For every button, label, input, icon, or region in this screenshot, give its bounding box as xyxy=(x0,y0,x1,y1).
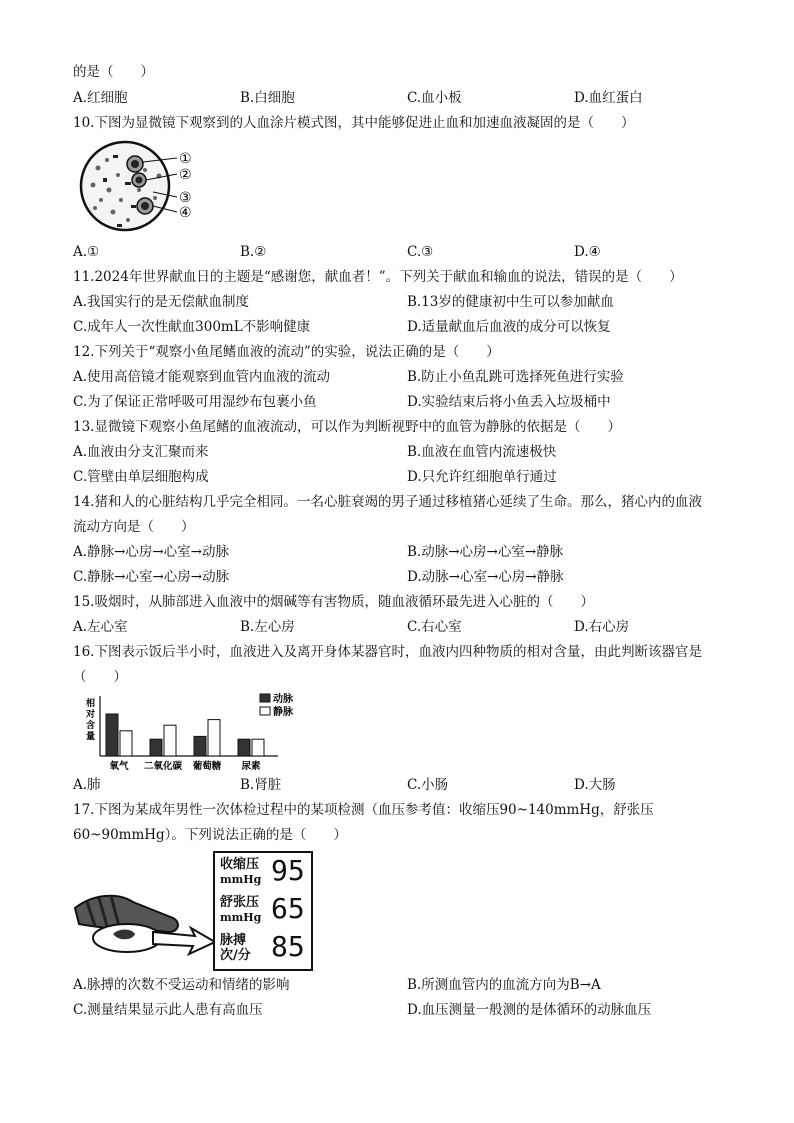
q15-option-b: B.左心房 xyxy=(240,619,295,635)
q16-option-d: D.大肠 xyxy=(574,777,616,793)
legend-swatch-vein xyxy=(260,707,270,715)
diastolic-label: 舒张压 xyxy=(220,895,260,910)
q11-option-b: B.13岁的健康初中生可以参加献血 xyxy=(407,294,614,310)
q13-option-a: A.血液由分支汇聚而来 xyxy=(73,444,209,460)
q10-option-a: A.① xyxy=(73,244,100,260)
bar-artery-3 xyxy=(238,739,250,756)
pulse-label: 脉搏 xyxy=(220,933,247,948)
q12-option-c: C.为了保证正常呼吸可用湿纱布包裹小鱼 xyxy=(73,394,317,410)
legend-swatch-artery xyxy=(260,694,270,702)
diastolic-value: 65 xyxy=(271,892,305,925)
q9-stem-tail: 的是（ ） xyxy=(73,64,154,80)
q11-option-d: D.适量献血后血液的成分可以恢复 xyxy=(407,319,611,335)
bar-artery-0 xyxy=(106,714,118,756)
figure-label-3: ③ xyxy=(179,190,192,206)
q14-option-d: D.动脉→心室→心房→静脉 xyxy=(407,569,564,585)
q12-stem: 12.下列关于“观察小鱼尾鳍血液的流动”的实验，说法正确的是（ ） xyxy=(73,344,500,360)
diastolic-unit: mmHg xyxy=(220,911,262,924)
q13-stem: 13.显微镜下观察小鱼尾鳍的血液流动，可以作为判断视野中的血管为静脉的依据是（ ） xyxy=(73,419,621,435)
systolic-value: 95 xyxy=(271,854,305,887)
chart-ylabel: 相对含量 xyxy=(86,699,96,742)
q16-option-a: A.肺 xyxy=(73,777,101,793)
figure-label-1: ① xyxy=(179,151,192,167)
x-tick-label-1: 二氧化碳 xyxy=(143,761,183,772)
q10-option-d: D.④ xyxy=(574,244,601,260)
x-tick-label-2: 葡萄糖 xyxy=(192,761,222,772)
q9-option-a: A.红细胞 xyxy=(73,90,128,106)
q9-option-d: D.血红蛋白 xyxy=(574,90,643,106)
figure-label-4: ④ xyxy=(179,205,192,221)
q12-option-d: D.实验结束后将小鱼丢入垃圾桶中 xyxy=(407,394,611,410)
figure-label-2: ② xyxy=(179,167,192,183)
blood-pressure-monitor xyxy=(213,851,313,971)
q17-option-d: D.血压测量一般测的是体循环的动脉血压 xyxy=(407,1002,652,1018)
q15-stem: 15.吸烟时，从肺部进入血液中的烟碱等有害物质，随血液循环最先进入心脏的（ ） xyxy=(73,594,594,610)
bar-artery-2 xyxy=(194,736,206,756)
q11-option-a: A.我国实行的是无偿献血制度 xyxy=(73,294,250,310)
q17-stem-line1: 17.下图为某成年男性一次体检过程中的某项检测（血压参考值：收缩压90~140mmHg，舒张压 xyxy=(73,802,654,818)
q15-option-c: C.右心室 xyxy=(407,619,462,635)
pulse-value: 85 xyxy=(271,930,305,963)
q12-option-b: B.防止小鱼乱跳可选择死鱼进行实验 xyxy=(407,369,624,385)
q17-option-c: C.测量结果显示此人患有高血压 xyxy=(73,1002,263,1018)
q16-stem-line2: （ ） xyxy=(73,669,127,685)
x-tick-label-3: 尿素 xyxy=(241,761,261,772)
q14-stem-line2: 流动方向是（ ） xyxy=(73,519,195,535)
q11-option-c: C.成年人一次性献血300mL不影响健康 xyxy=(73,319,311,335)
q11-stem: 11.2024年世界献血日的主题是“感谢您，献血者！”。下列关于献血和输血的说法，错误的是（ ） xyxy=(73,269,683,285)
systolic-unit: mmHg xyxy=(220,873,262,886)
q13-option-b: B.血液在血管内流速极快 xyxy=(407,444,557,460)
q17-option-b: B.所测血管内的血流方向为B→A xyxy=(407,977,601,993)
q14-stem-line1: 14.猪和人的心脏结构几乎完全相同。一名心脏衰竭的男子通过移植猪心延续了生命。那么，猪心内的血液 xyxy=(73,494,702,510)
q12-option-a: A.使用高倍镜才能观察到血管内血液的流动 xyxy=(73,369,331,385)
legend-label-artery: 动脉 xyxy=(273,694,293,705)
q13-option-c: C.管壁由单层细胞构成 xyxy=(73,469,209,485)
q10-option-b: B.② xyxy=(240,244,267,260)
q9-option-b: B.白细胞 xyxy=(240,90,295,106)
blood-smear-figure xyxy=(73,140,208,235)
q15-option-a: A.左心室 xyxy=(73,619,128,635)
q16-option-b: B.肾脏 xyxy=(240,777,282,793)
systolic-label: 收缩压 xyxy=(220,857,260,872)
q13-option-d: D.只允许红细胞单行通过 xyxy=(407,469,557,485)
bar-vein-2 xyxy=(208,720,220,756)
q14-option-b: B.动脉→心房→心室→静脉 xyxy=(407,544,564,560)
x-tick-label-0: 氧气 xyxy=(109,761,129,772)
bar-artery-1 xyxy=(150,739,162,756)
blood-pressure-arm-illustration xyxy=(73,880,218,970)
q9-option-c: C.血小板 xyxy=(407,90,462,106)
q16-stem-line1: 16.下图表示饭后半小时，血液进入及离开身体某器官时，血液内四种物质的相对含量，由此判断该器官是 xyxy=(73,644,702,660)
legend-label-vein: 静脉 xyxy=(273,707,293,718)
pulse-unit: 次/分 xyxy=(220,948,251,963)
blood-substance-bar-chart xyxy=(78,692,308,774)
bar-vein-3 xyxy=(252,739,264,756)
q10-stem: 10.下图为显微镜下观察到的人血涂片模式图，其中能够促进止血和加速血液凝固的是（ ） xyxy=(73,115,635,131)
q17-stem-line2: 60~90mmHg）。下列说法正确的是（ ） xyxy=(73,827,347,843)
bar-vein-1 xyxy=(164,725,176,756)
bar-vein-0 xyxy=(120,731,132,756)
q15-option-d: D.右心房 xyxy=(574,619,630,635)
q17-option-a: A.脉搏的次数不受运动和情绪的影响 xyxy=(73,977,290,993)
q16-option-c: C.小肠 xyxy=(407,777,449,793)
q14-option-c: C.静脉→心室→心房→动脉 xyxy=(73,569,230,585)
q14-option-a: A.静脉→心房→心室→动脉 xyxy=(73,544,229,560)
q10-option-c: C.③ xyxy=(407,244,434,260)
